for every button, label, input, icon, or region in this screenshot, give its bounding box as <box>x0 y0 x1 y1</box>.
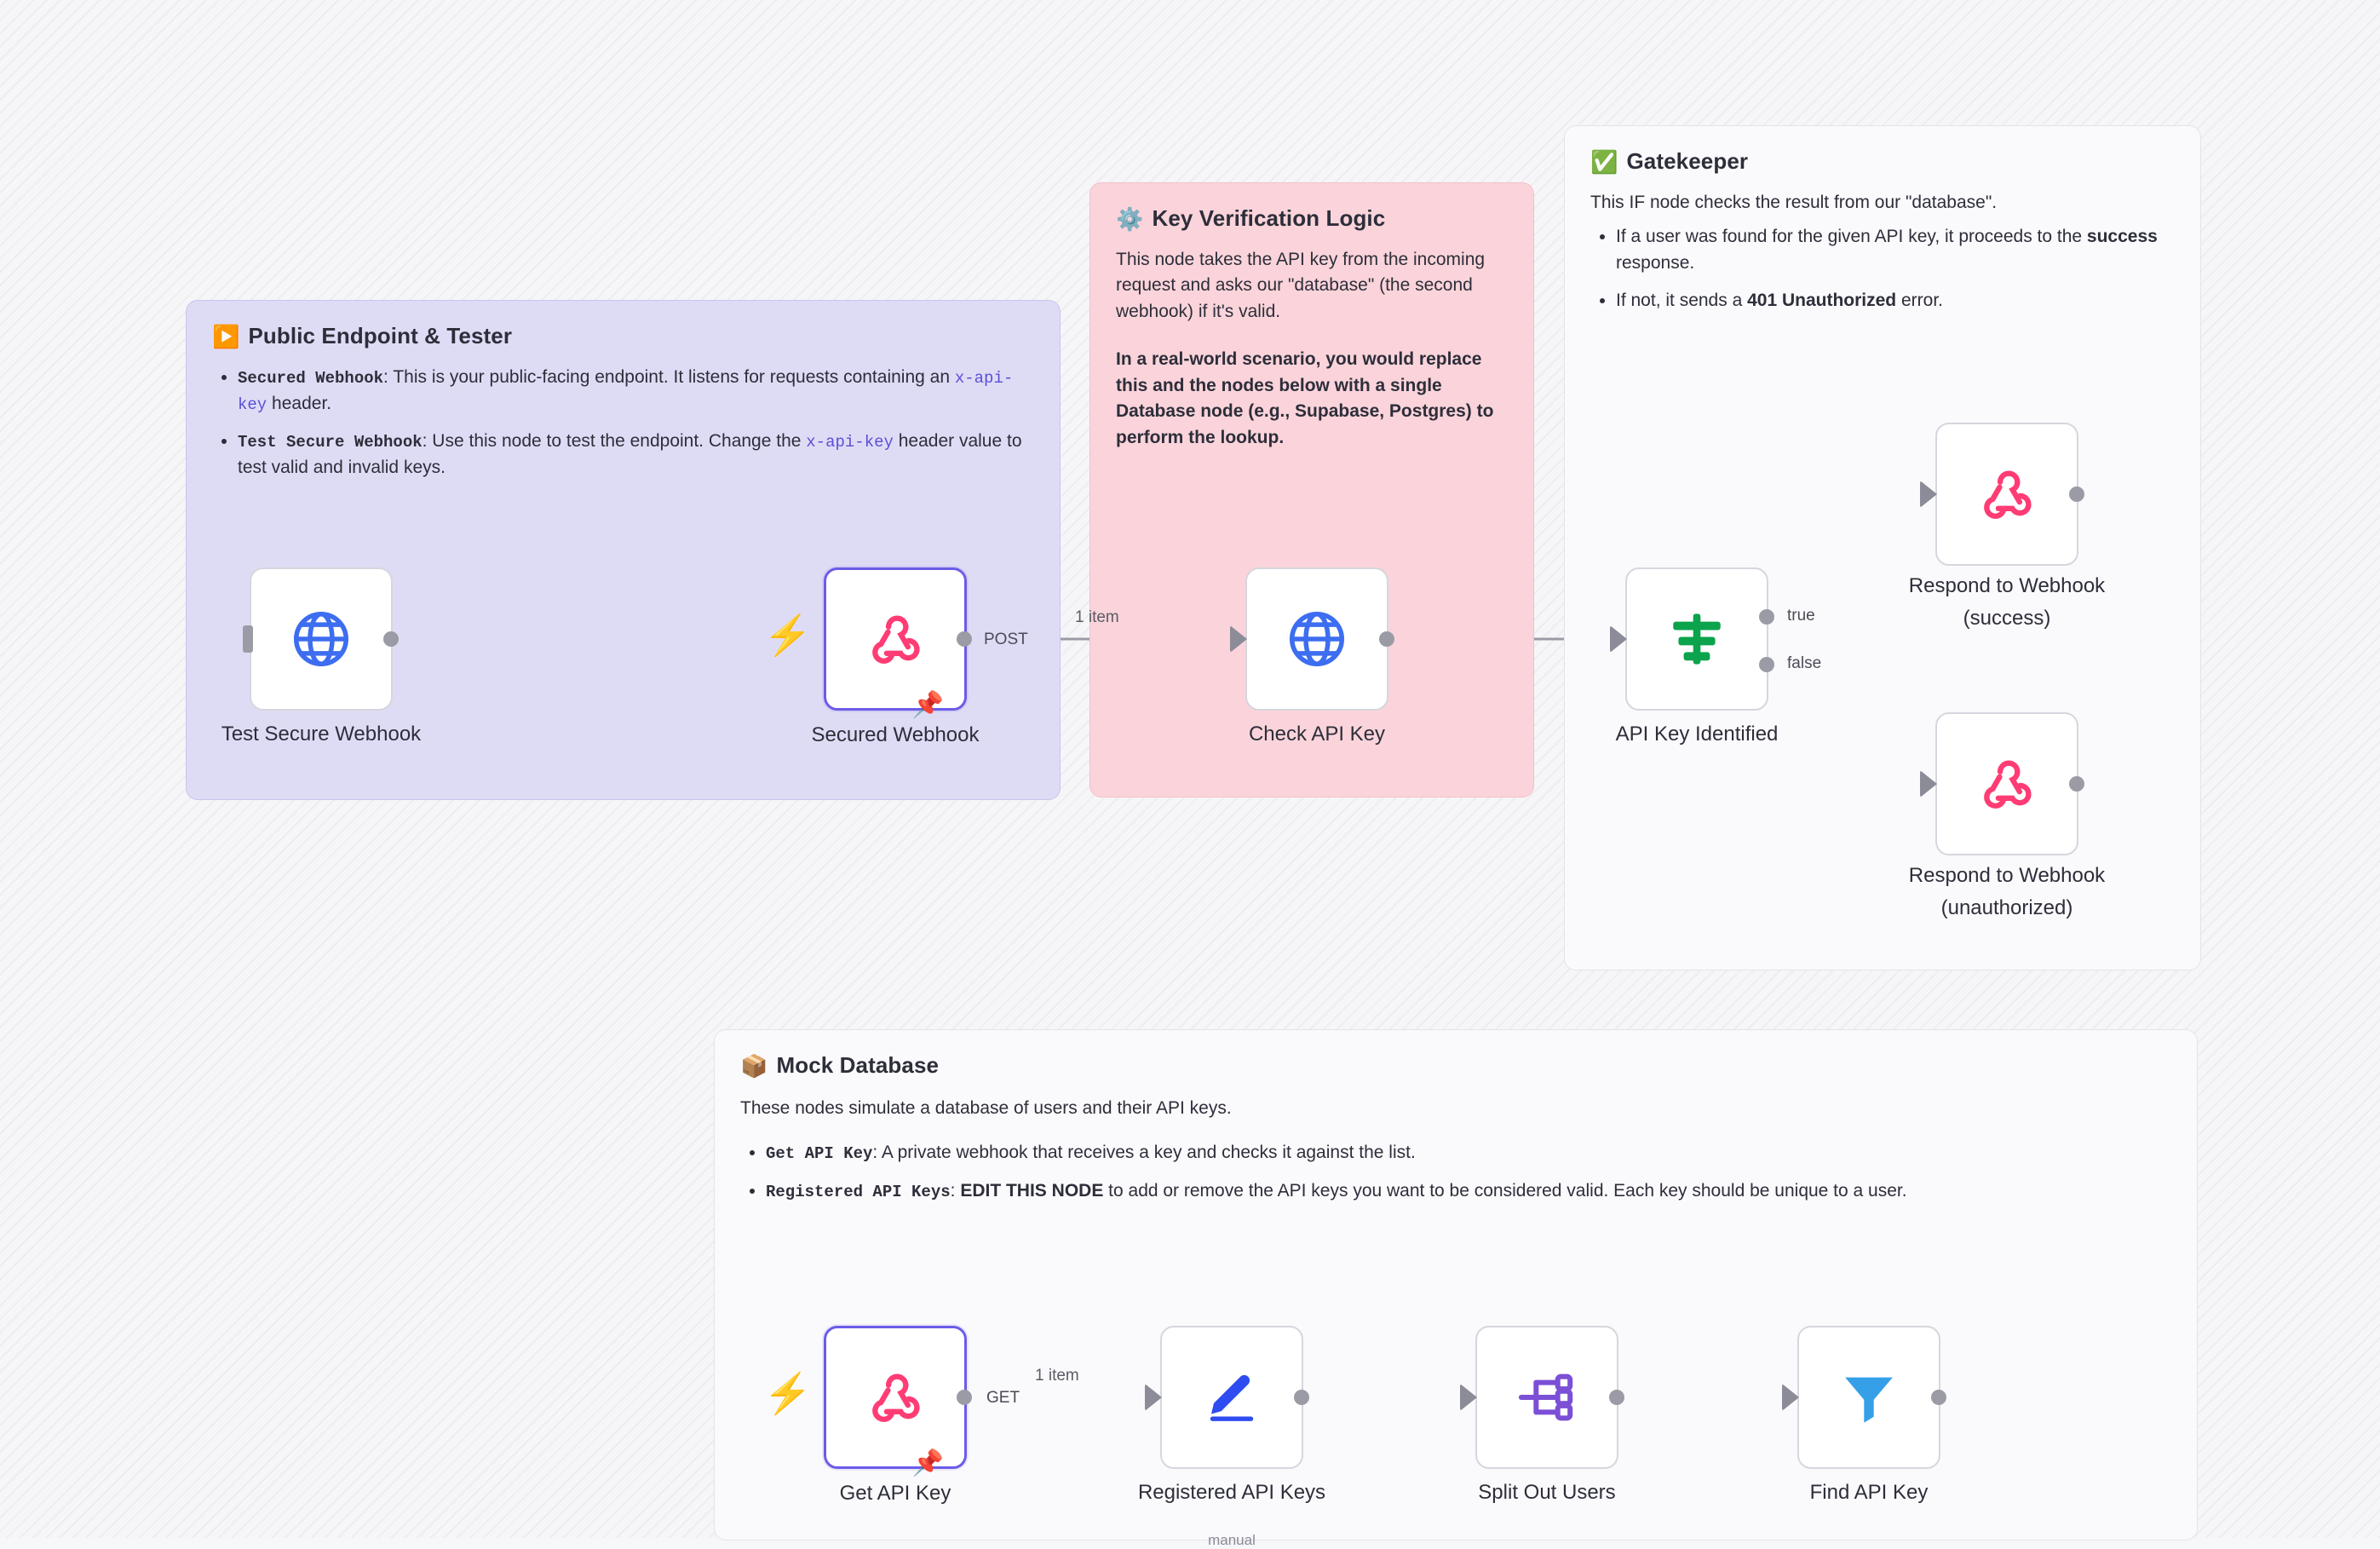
text: If a user was found for the given API key, it proceeds to the <box>1616 227 2087 247</box>
output-label-post: POST <box>984 631 1028 648</box>
output-label-get: GET <box>986 1389 1020 1407</box>
sticky-title-text: Public Endpoint & Tester <box>248 323 513 348</box>
node-get-api-key[interactable] <box>763 1326 967 1505</box>
sticky-title-text: Gatekeeper <box>1626 148 1749 174</box>
edge-label-secured-to-check: 1 item <box>1075 608 1119 626</box>
list-item <box>766 1140 2171 1166</box>
output-port-true[interactable] <box>1759 609 1774 625</box>
node-secured-webhook[interactable] <box>763 567 980 746</box>
node-label-find-api-key: Find API Key <box>1809 1481 1929 1504</box>
text: : Use this node to test the endpoint. Change the <box>422 431 807 452</box>
split-out-icon <box>1515 1365 1579 1430</box>
list-item <box>238 429 1034 481</box>
sticky-paragraph: These nodes simulate a database of users and their API keys. <box>740 1098 1232 1118</box>
manual-trigger-bolt-icon: ⚡ <box>763 613 813 657</box>
manual-trigger-bolt-icon: ⚡ <box>763 1371 813 1415</box>
output-port[interactable] <box>957 631 972 647</box>
webhook-icon <box>1975 751 2039 816</box>
sticky-title-key-verification <box>1116 205 1508 232</box>
list-item <box>766 1178 2171 1205</box>
output-port-false[interactable] <box>1759 657 1774 672</box>
input-port[interactable] <box>1920 770 1937 798</box>
text: response. <box>1616 252 1695 273</box>
text: error. <box>1896 291 1943 311</box>
play-icon: ▶️ <box>212 323 240 349</box>
text-bold: EDIT THIS NODE <box>960 1180 1104 1201</box>
node-label-split-out-users: Split Out Users <box>1478 1481 1616 1504</box>
check-mark-icon: ✅ <box>1590 148 1618 175</box>
output-port[interactable] <box>1294 1390 1309 1405</box>
node-label-respond-unauthorized-line2: (unauthorized) <box>1940 896 2073 919</box>
list-item <box>1616 288 2175 314</box>
node-label-api-key-identified: API Key Identified <box>1615 723 1779 746</box>
text: header. <box>267 393 332 413</box>
input-port[interactable] <box>1230 625 1247 653</box>
node-label-respond-unauthorized-line1: Respond to Webhook <box>1908 864 2106 887</box>
text: If not, it sends a <box>1616 291 1748 311</box>
node-test-secure-webhook[interactable] <box>221 567 422 746</box>
output-port[interactable] <box>1379 631 1394 647</box>
output-port[interactable] <box>2069 776 2084 792</box>
node-respond-to-webhook-unauthorized[interactable] <box>1908 712 2106 919</box>
node-label-respond-success-line1: Respond to Webhook <box>1908 574 2106 597</box>
globe-icon <box>288 606 354 672</box>
sticky-list-gatekeeper <box>1590 224 2175 314</box>
input-port[interactable] <box>1920 481 1937 508</box>
package-icon: 📦 <box>740 1052 768 1079</box>
output-port[interactable] <box>383 631 399 647</box>
output-port[interactable] <box>1931 1390 1946 1405</box>
code-x-api-key: x-api-key <box>238 369 1014 414</box>
branch-label-true: true <box>1787 607 1815 625</box>
node-split-out-users[interactable] <box>1475 1326 1618 1504</box>
node-label-test-secure-webhook: Test Secure Webhook <box>221 723 422 746</box>
text: : <box>950 1180 961 1201</box>
text: : This is your public-facing endpoint. It listens for requests containing an <box>383 367 955 387</box>
list-item <box>1616 224 2175 276</box>
node-check-api-key[interactable] <box>1245 567 1388 746</box>
sticky-note-public-endpoint[interactable] <box>186 300 1061 800</box>
sticky-note-gatekeeper[interactable] <box>1564 125 2201 970</box>
input-port[interactable] <box>1782 1384 1799 1411</box>
node-registered-api-keys[interactable] <box>1137 1326 1326 1548</box>
input-port[interactable] <box>1610 625 1627 653</box>
code-registered-api-keys: Registered API Keys <box>766 1182 951 1201</box>
node-label-check-api-key: Check API Key <box>1248 723 1386 746</box>
input-port[interactable] <box>1460 1384 1477 1411</box>
output-port[interactable] <box>1609 1390 1624 1405</box>
sticky-title-text: Key Verification Logic <box>1152 205 1386 231</box>
sticky-list-public <box>212 365 1034 481</box>
branch-label-false: false <box>1787 654 1822 672</box>
edge-label-getkey-to-registered: 1 item <box>1035 1367 1079 1385</box>
node-label-get-api-key: Get API Key <box>839 1482 951 1505</box>
text: to add or remove the API keys you want to be considered valid. Each key should be unique to a user. <box>1103 1180 1907 1201</box>
text: header value to test valid and invalid keys. <box>238 431 1022 477</box>
webhook-icon <box>1975 462 2039 527</box>
edit-pencil-icon <box>1201 1367 1262 1428</box>
input-port[interactable] <box>1145 1384 1162 1411</box>
gear-icon: ⚙️ <box>1116 205 1144 232</box>
node-sublabel-registered-api-keys: manual <box>1208 1532 1256 1548</box>
webhook-icon <box>863 1365 928 1430</box>
code-secured-webhook: Secured Webhook <box>238 369 384 388</box>
code-x-api-key: x-api-key <box>806 433 894 452</box>
sticky-title-public <box>212 323 1034 349</box>
node-label-secured-webhook: Secured Webhook <box>811 723 980 746</box>
switch-icon <box>1665 608 1728 671</box>
sticky-title-gatekeeper <box>1590 148 2175 175</box>
pin-icon[interactable]: 📌 <box>911 1449 944 1477</box>
code-get-api-key: Get API Key <box>766 1144 873 1164</box>
output-port[interactable] <box>957 1390 972 1405</box>
node-respond-to-webhook-success[interactable] <box>1908 423 2106 630</box>
code-test-secure-webhook: Test Secure Webhook <box>238 433 423 452</box>
sticky-paragraph: This IF node checks the result from our "database". <box>1590 193 1998 212</box>
list-item <box>238 365 1034 417</box>
pin-icon[interactable]: 📌 <box>911 691 944 719</box>
sticky-paragraph: This node takes the API key from the incoming request and asks our "database" (the second webhook) if it's valid. <box>1116 250 1486 321</box>
output-port[interactable] <box>2069 487 2084 502</box>
text-bold: success <box>2086 227 2158 247</box>
node-label-respond-success-line2: (success) <box>1963 607 2051 630</box>
node-find-api-key[interactable] <box>1797 1326 1940 1504</box>
webhook-icon <box>863 607 928 671</box>
text-bold: 401 Unauthorized <box>1747 291 1897 311</box>
text: : A private webhook that receives a key and checks it against the list. <box>872 1143 1416 1163</box>
node-api-key-identified[interactable] <box>1615 567 1779 746</box>
globe-icon <box>1284 606 1350 672</box>
node-label-registered-api-keys: Registered API Keys <box>1137 1481 1326 1504</box>
input-port[interactable] <box>243 625 253 653</box>
sticky-title-text: Mock Database <box>776 1052 940 1078</box>
filter-funnel-icon <box>1837 1365 1901 1430</box>
sticky-paragraph-bold: In a real-world scenario, you would replace this and the nodes below with a single Database node (e.g., Supabase, Postgres) to perform the lookup. <box>1116 349 1494 447</box>
sticky-list-mock-database <box>740 1140 2171 1204</box>
sticky-title-mock-database <box>740 1052 2171 1079</box>
